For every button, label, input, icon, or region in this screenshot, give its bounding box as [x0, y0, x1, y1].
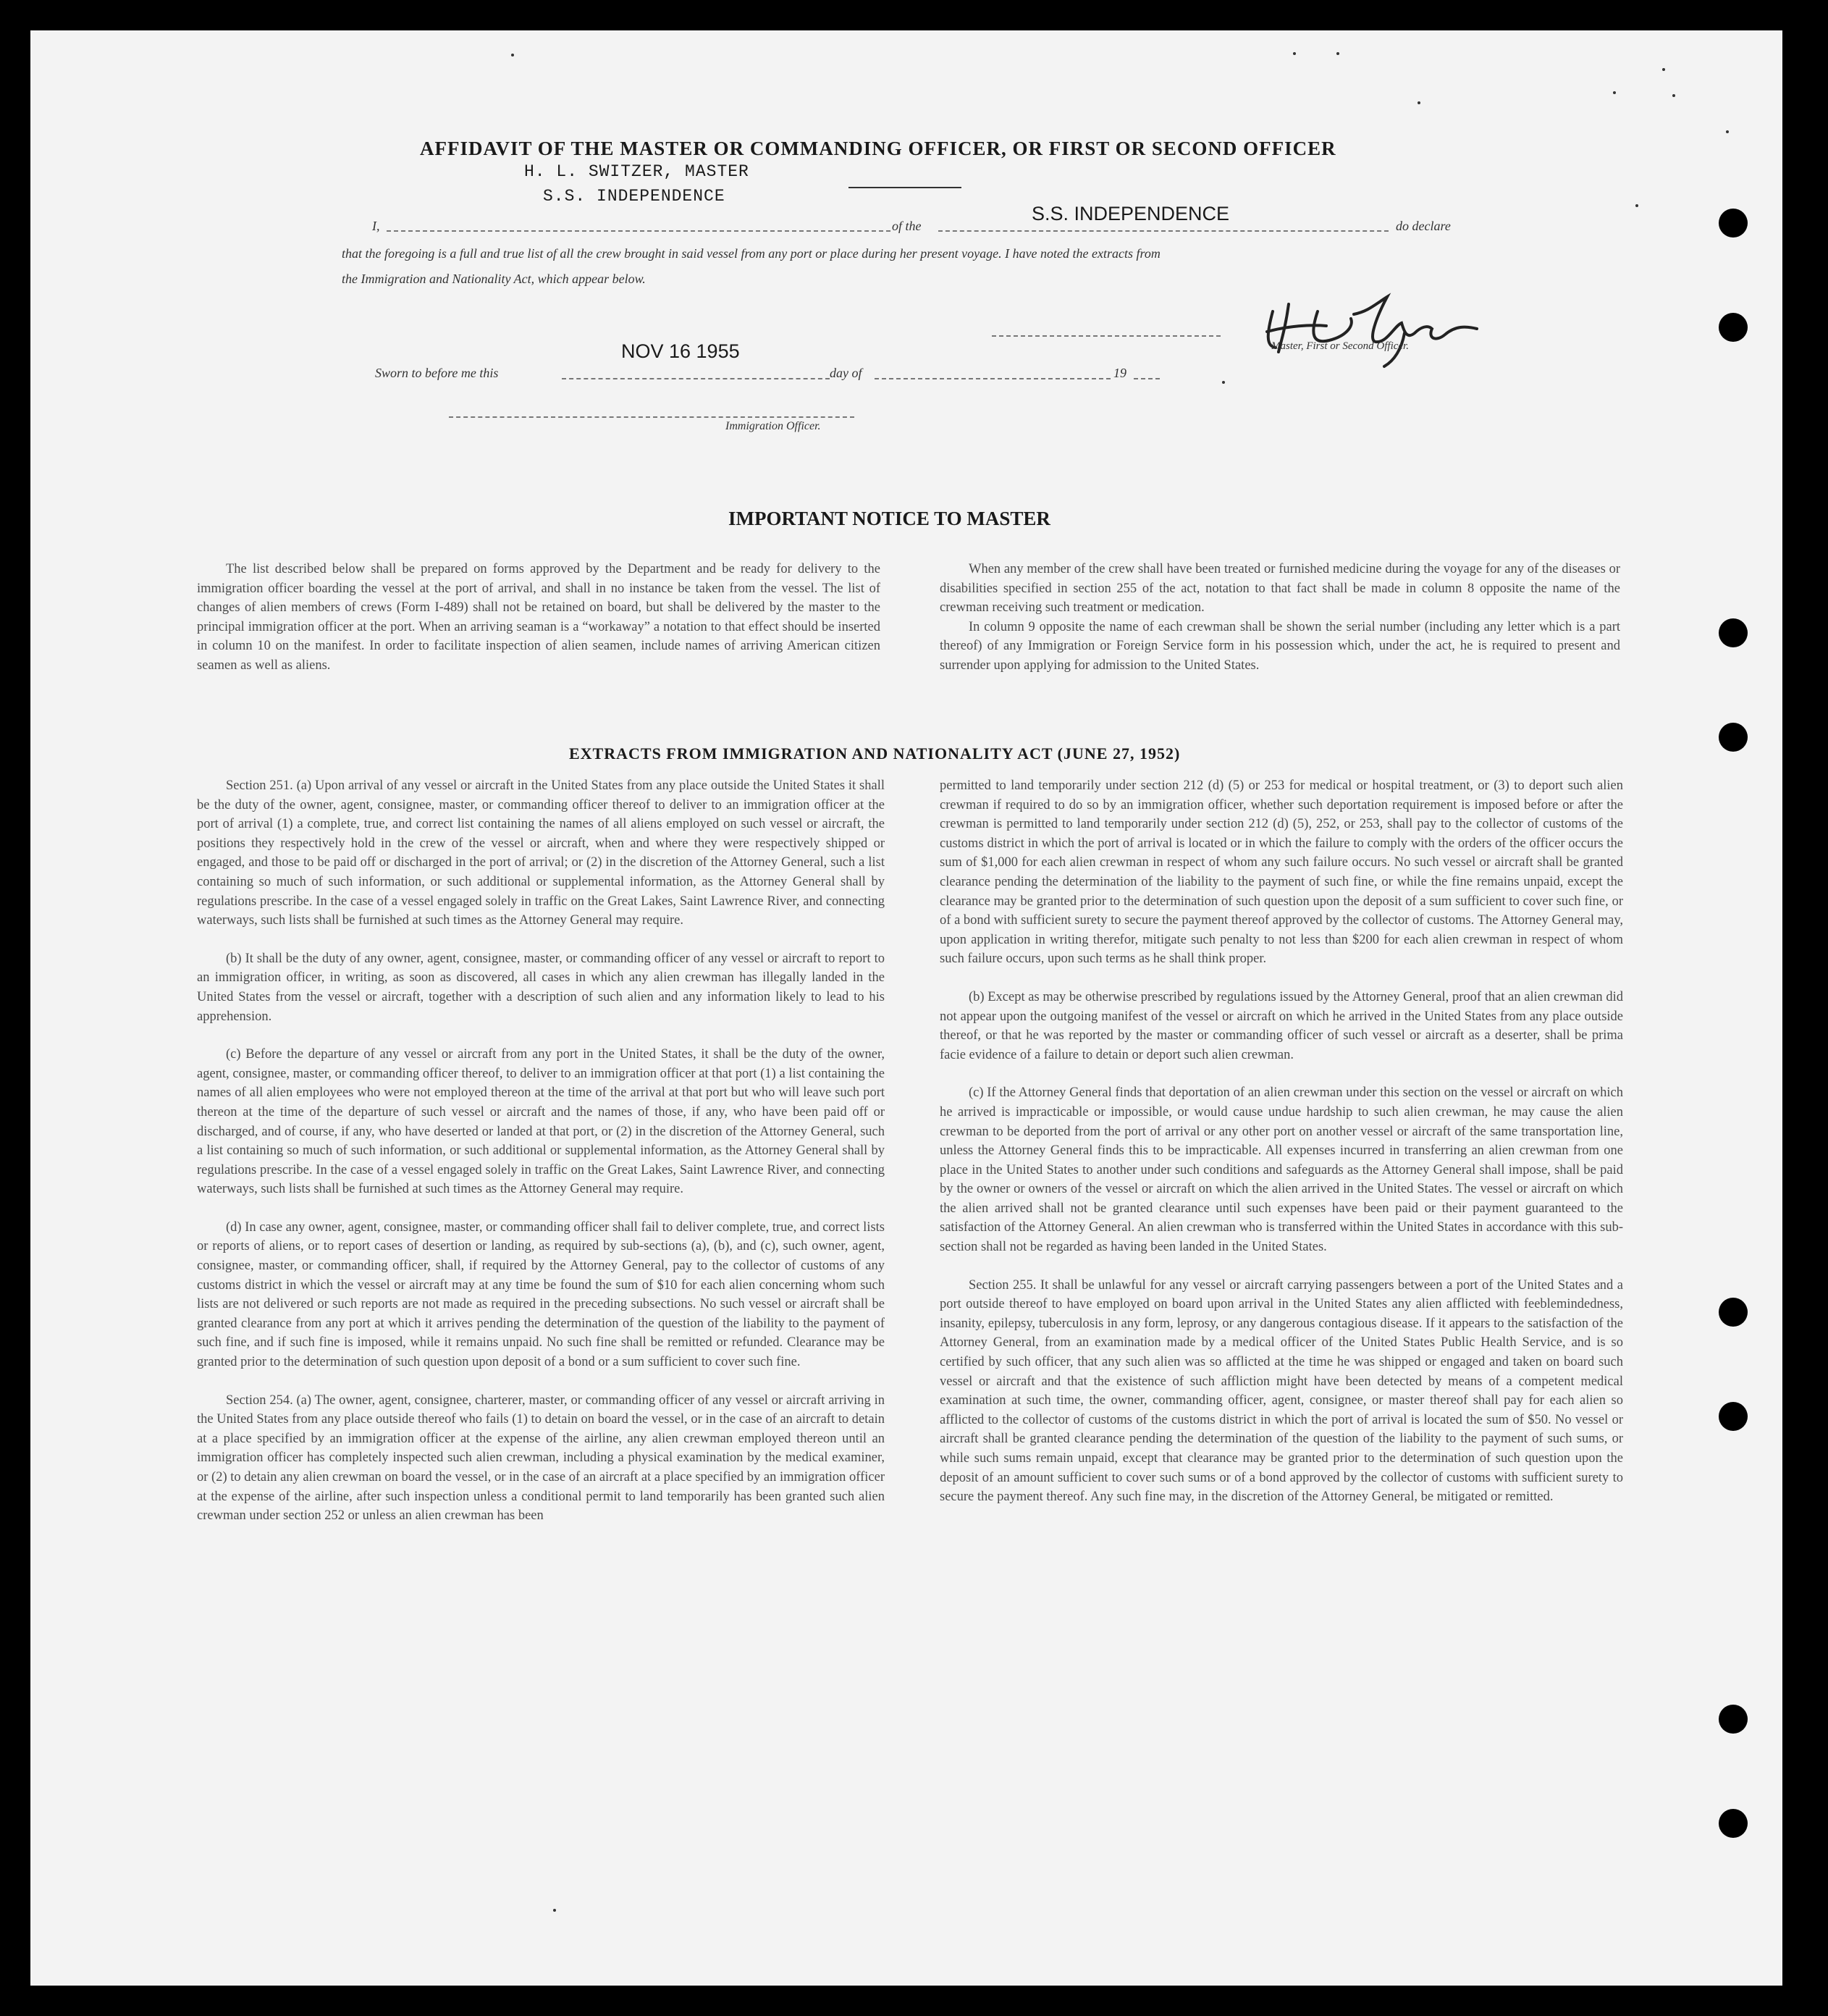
- extracts-heading: EXTRACTS FROM IMMIGRATION AND NATIONALITY ACT (JUNE 27, 1952): [569, 744, 1181, 763]
- scan-speck: [1635, 204, 1638, 207]
- punch-hole: [1719, 1705, 1748, 1734]
- i-label: I,: [372, 219, 380, 233]
- declarant-name-line: [387, 230, 890, 232]
- extracts-left-column: [197, 776, 885, 1738]
- scan-speck: [1726, 130, 1729, 133]
- notice-heading: IMPORTANT NOTICE TO MASTER: [728, 508, 1050, 529]
- vessel-stamp: S.S. INDEPENDENCE: [1032, 203, 1230, 224]
- section-251-b: (b) It shall be the duty of any owner, agent, consignee, master, or commanding officer of any vessel or aircraft to report to an immigration officer, in writing, as soon as discovered, all cases in which any alien crewman has illegally landed in the United States from the vessel or aircraft, together with a description of such alien and any information likely to lead to his apprehension.: [197, 951, 885, 1024]
- punch-hole: [1719, 723, 1748, 752]
- signature-line: [992, 335, 1221, 337]
- do-declare-label: do declare: [1396, 219, 1451, 233]
- year-line: [1134, 378, 1160, 379]
- punch-hole: [1719, 209, 1748, 238]
- punch-hole: [1719, 1809, 1748, 1838]
- section-254-c: (c) If the Attorney General finds that deportation of an alien crewman under this section on the vessel or aircraft on which he arrived is impracticable or impossible, or would cause undue hardship to such alien crewman, he may cause the alien crewman to be deported from the port of arrival or any other port on another vessel or aircraft of the same transportation line, unless the Attorney General finds this to be impracticable. All expenses incurred in transferring an alien crewman from one place in the United States to another under such conditions and safeguards as the Attorney General shall impose, shall be paid by the owner or owners of the vessel or aircraft on which the alien arrived in the United States. The vessel or aircraft on which the alien arrived shall not be granted clearance until such expenses have been paid or their payment guaranteed to the satisfaction of the Attorney General. An alien crewman who is transferred within the United States in accordance with this sub-section shall not be regarded as having been landed in the United States.: [940, 1085, 1623, 1255]
- section-251-c: (c) Before the departure of any vessel or aircraft from any port in the United States, it shall be the duty of the owner, agent, consignee, master, or commanding officer thereof, to deliver to an immigration officer at that port (1) a list containing the names of all alien employees who were not employed thereon at the time of the arrival at that port but who will leave such port thereon at the time of the departure of such vessel or aircraft and the names of those, if any, who have been paid off or discharged, and of course, if any, who have deserted or landed at that port, or (2) in the discretion of the Attorney General, such a list containing so much of such information, or such additional or supplemental information, as the Attorney General shall by regulations prescribe. In the case of a vessel engaged solely in traffic on the Great Lakes, Saint Lawrence River, and connecting waterways, such lists shall be furnished at such times as the Attorney General may require.: [197, 1047, 885, 1197]
- scan-speck: [1672, 94, 1675, 97]
- signature-rule: [848, 187, 961, 188]
- of-the-label: of the: [892, 219, 922, 233]
- scan-speck: [1336, 52, 1339, 55]
- sworn-day-line: [562, 378, 830, 379]
- section-254-a-continued: permitted to land temporarily under section 212 (d) (5) or 253 for medical or hospital treatment, or (3) to deport such alien crewman if required to do so by an immigration officer, whether such deportation requirement is imposed before or after the crewman is permitted to land temporarily under section 212 (d) (5), 252, or 253, shall pay to the collector of customs of the customs district in which the port of arrival is located or in which the failure to comply with the orders of the officer occurs the sum of $1,000 for each alien crewman in respect of whom any such failure occurs. No such vessel or aircraft shall be granted clearance pending the determination of the liability to the payment of such fine, or while the fine remains unpaid, except the clearance may be granted prior to the determination of such question upon the deposit of a sum sufficient to cover such fine, or of a bond with sufficient surety to secure the payment thereof approved by the collector of customs. The Attorney General may, upon application in writing therefor, mitigate such penalty to not less than $200 for each alien crewman in respect of whom such failure occurs, upon such terms as he shall think proper.: [940, 778, 1623, 967]
- section-251-d: (d) In case any owner, agent, consignee, master, or commanding officer shall fail to deliver complete, true, and correct lists or reports of aliens, or to report cases of desertion or landing, as required by sub-sections (a), (b), and (c), such owner, agent, consignee, master, or commanding officer, shall, if required by the Attorney General, pay to the collector of customs of any customs district in which the vessel or aircraft may at any time be found the sum of $10 for each alien concerning whom such lists are not delivered or such reports are not made as required in the preceding subsections. No such vessel or aircraft shall be granted clearance from any port at which it arrives pending the determination of the question of the liability to the payment of such fine, and if such fine is imposed, while it remains unpaid. No such fine shall be remitted or refunded. Clearance may be granted prior to the determination of such question upon deposit of a bond or a sum sufficient to cover such fine.: [197, 1219, 885, 1370]
- section-254-b: (b) Except as may be otherwise prescribed by regulations issued by the Attorney General, proof that an alien crewman did not appear upon the outgoing manifest of the vessel or aircraft on which he arrived in the United States from any place outside thereof, or that he was reported by the master or commanding officer of such vessel or aircraft as a deserter, shall be prima facie evidence of a failure to detain or deport such alien crewman.: [940, 989, 1623, 1062]
- punch-hole: [1719, 1402, 1748, 1431]
- immigration-officer-line: [449, 416, 854, 418]
- vessel-name-line: [938, 230, 1389, 232]
- section-255: Section 255. It shall be unlawful for any vessel or aircraft carrying passengers between a port of the United States and a port outside thereof to have employed on board upon arrival in the United States any alien afflicted with feeblemindedness, insanity, epilepsy, tuberculosis in any form, leprosy, or any dangerous contagious disease. If it appears to the satisfaction of the Attorney General, from an examination made by a medical officer of the United States Public Health Service, and is so certified by such officer, that any such alien was so afflicted at the time he was shipped or engaged and taken on board such vessel or aircraft and that the existence of such affliction might have been detected by means of a competent medical examination at such time, the owner, commanding officer, agent, consignee, or master thereof shall pay for each alien so afflicted to the collector of customs of the customs district in which the port of arrival is located the sum of $50. No vessel or aircraft shall be granted clearance pending the determination of the question of the liability to the payment of such sums, or while such sums remain unpaid, except that clearance may be granted prior to the determination of such question upon the deposit of an amount sufficient to cover such sums or of a bond approved by the collector of customs with sufficient surety to secure the payment thereof. Any such fine may, in the discretion of the Attorney General, be mitigated or remitted.: [940, 1277, 1623, 1505]
- day-of-label: day of: [830, 366, 862, 380]
- section-254-a: Section 254. (a) The owner, agent, consignee, charterer, master, or commanding officer of any vessel or aircraft arriving in the United States from any place outside thereof who fails (1) to detain on board the vessel, or in the case of an aircraft to detain at a place specified by an immigration officer at the expense of the airline, any alien crewman employed thereon until an immigration officer has completely inspected such alien crewman, including a physical examination by the medical examiner, or (2) to detain any alien crewman on board the vessel, or in the case of an aircraft at a place specified by an immigration officer at the expense of the airline, after such inspection unless a conditional permit to land temporarily has been granted such alien crewman under section 252 or unless an alien crewman has been: [197, 1393, 885, 1524]
- sworn-label: Sworn to before me this: [375, 366, 499, 380]
- typed-master-name: H. L. SWITZER, MASTER: [524, 162, 749, 181]
- notice-left-paragraph: The list described below shall be prepared on forms approved by the Department and be ready for delivery to the immigration officer boarding the vessel at the port of arrival, and shall in no instance be taken from the vessel. The list of changes of alien members of crews (Form I-489) shall not be retained on board, but shall be delivered by the master to the principal immigration officer at the port. When an arriving seaman is a “workaway” a notation to that effect should be inserted in column 10 on the manifest. In order to facilitate inspection of alien seamen, include names of arriving American citizen seamen as well as aliens.: [197, 562, 880, 673]
- typed-vessel-name: S.S. INDEPENDENCE: [543, 187, 725, 206]
- declaration-line-2: the Immigration and Nationality Act, which appear below.: [342, 272, 646, 286]
- master-signature: [1260, 282, 1491, 369]
- extracts-right-column: [940, 776, 1623, 1738]
- notice-right-paragraph-2: In column 9 opposite the name of each crewman shall be shown the serial number (including any letter which is a part thereof) of any Immigration or Foreign Service form in his possession which, under the act, he is required to present and surrender upon applying for admission to the United States.: [940, 619, 1620, 673]
- scan-speck: [1662, 68, 1665, 71]
- scan-speck: [511, 54, 514, 56]
- date-stamp: NOV 16 1955: [621, 340, 740, 362]
- month-line: [875, 378, 1111, 379]
- scan-speck: [1613, 91, 1616, 94]
- punch-hole: [1719, 1298, 1748, 1327]
- scan-speck: [1222, 381, 1225, 384]
- officer-caption: Immigration Officer.: [725, 420, 821, 432]
- notice-left-column: [197, 560, 880, 713]
- scan-speck: [553, 1909, 556, 1912]
- affidavit-title: AFFIDAVIT OF THE MASTER OR COMMANDING OFFICER, OR FIRST OR SECOND OFFICER: [420, 138, 1336, 159]
- notice-right-paragraph-1: When any member of the crew shall have been treated or furnished medicine during the voyage for any of the diseases or disabilities specified in section 255 of the act, notation to that fact shall be made in column 8 opposite the name of the crewman receiving such treatment or medication.: [940, 562, 1620, 616]
- scan-speck: [1293, 52, 1296, 55]
- scan-speck: [1418, 101, 1420, 104]
- declaration-line-1: that the foregoing is a full and true list of all the crew brought in said vessel from any port or place during her present voyage. I have noted the extracts from: [342, 246, 1161, 261]
- section-251-a: Section 251. (a) Upon arrival of any vessel or aircraft in the United States from any place outside the United States it shall be the duty of the owner, agent, consignee, master, or commanding officer thereof to deliver to an immigration officer at the port of arrival (1) a complete, true, and correct list containing the names of all aliens employed on such vessel or aircraft, the positions they respectively hold in the crew of the vessel or aircraft, when and where they were respectively shipped or engaged, and those to be paid off or discharged in the port of arrival; or (2) in the discretion of the Attorney General, such a list containing so much of such information, or such additional or supplemental information, as the Attorney General shall by regulations prescribe. In the case of a vessel engaged solely in traffic on the Great Lakes, Saint Lawrence River, and connecting waterways, such lists shall be furnished at such times as the Attorney General may require.: [197, 778, 885, 928]
- signature-caption: Master, First or Second Officer.: [1271, 340, 1409, 352]
- notice-right-column: [940, 560, 1620, 713]
- punch-hole: [1719, 313, 1748, 342]
- year-label: 19: [1113, 366, 1126, 380]
- punch-hole: [1719, 618, 1748, 647]
